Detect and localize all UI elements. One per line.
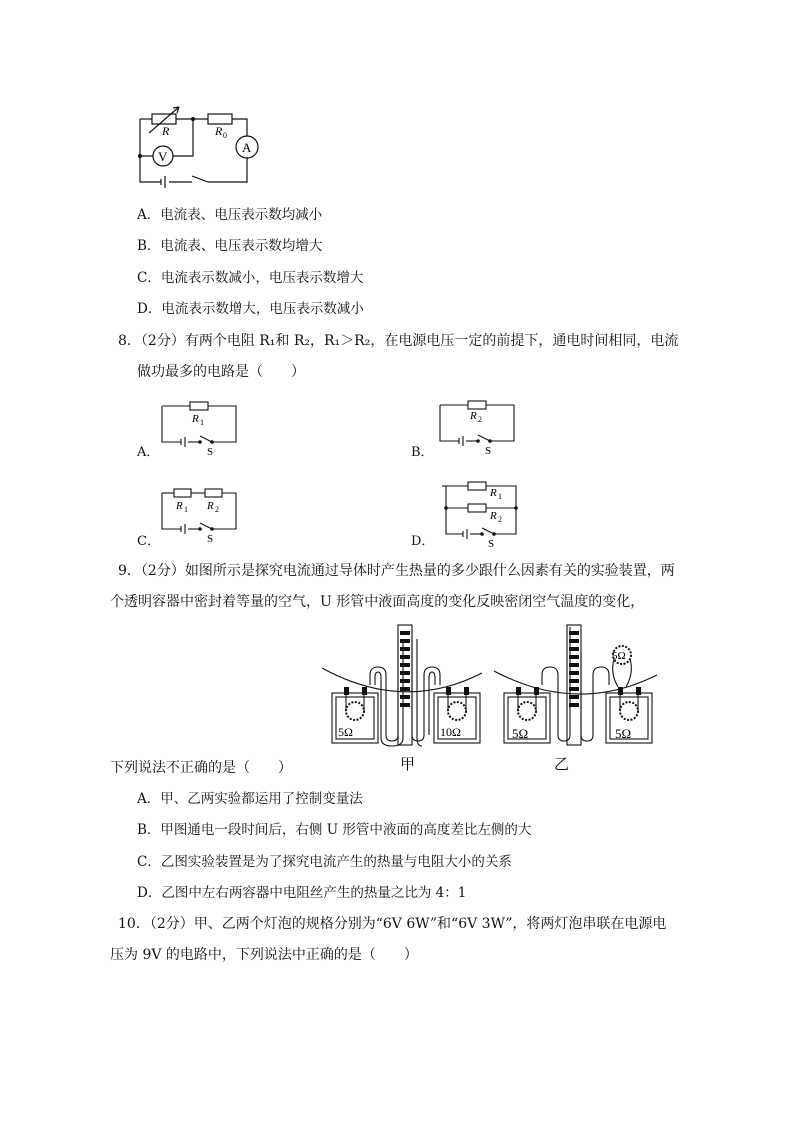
q9-label-jia: 甲	[400, 757, 416, 773]
q8-circuit-c	[160, 487, 240, 547]
q9-jia-right-resistance: 10Ω	[440, 725, 461, 739]
q8-option-a-label[interactable]: A．	[137, 445, 160, 460]
q8-circuit-b	[438, 399, 518, 459]
q8d-r2-label: R	[490, 510, 497, 522]
q8-option-d-label[interactable]: D．	[411, 534, 435, 549]
q8-circuit-d	[440, 480, 530, 550]
q7-option-a[interactable]: A．电流表、电压表示数均减小	[137, 207, 323, 223]
q8b-r-label: R	[470, 410, 477, 422]
q9-option-a[interactable]: A．甲、乙两实验都运用了控制变量法	[137, 791, 363, 807]
q8-circuit-a	[160, 400, 240, 460]
q9-yi-right-resistance: 5Ω	[615, 726, 632, 741]
q8a-switch-label: S	[207, 446, 214, 458]
q9-apparatus-figure	[322, 623, 662, 773]
q8c-r1-label: R	[176, 500, 183, 512]
q8b-r-sub: 2	[478, 415, 482, 424]
q8d-r1-sub: 1	[498, 492, 502, 501]
q8b-switch-label: S	[485, 445, 492, 457]
q7-circuit-diagram	[135, 104, 265, 184]
q8d-switch-label: S	[488, 538, 495, 550]
q9-stem-line3: 下列说法不正确的是（ ）	[110, 760, 292, 776]
q7-voltmeter-label: V	[158, 149, 168, 164]
q7-r0-label: R	[215, 124, 223, 138]
q9-label-yi: 乙	[554, 757, 570, 773]
q8-option-c-label[interactable]: C．	[137, 534, 160, 549]
q8c-r1-sub: 1	[184, 505, 188, 514]
q9-option-c[interactable]: C．乙图实验装置是为了探究电流产生的热量与电阻大小的关系	[137, 854, 512, 870]
q8-stem-line1: 8．（2分）有两个电阻 R₁和 R₂，R₁＞R₂，在电源电压一定的前提下，通电时间相同，电流	[118, 333, 679, 349]
q8a-r-sub: 1	[200, 418, 204, 427]
q7-option-b[interactable]: B．电流表、电压表示数均增大	[137, 238, 323, 254]
q7-r-label: R	[162, 124, 170, 138]
q9-jia-left-resistance: 5Ω	[338, 725, 353, 739]
q9-stem-line2: 个透明容器中密封着等量的空气，U 形管中液面高度的变化反映密闭空气温度的变化，	[110, 594, 645, 610]
q9-stem-line1: 9．（2分）如图所示是探究电流通过导体时产生热量的多少跟什么因素有关的实验装置，两	[118, 563, 675, 579]
q8d-r2-sub: 2	[498, 515, 502, 524]
q7-option-d[interactable]: D．电流表示数增大，电压表示数减小	[137, 301, 364, 317]
q7-option-c[interactable]: C．电流表示数减小，电压表示数增大	[137, 270, 364, 286]
q8d-r1-label: R	[490, 487, 497, 499]
q7-r0-subscript: 0	[223, 131, 227, 140]
q8c-switch-label: S	[207, 533, 214, 545]
q9-option-d[interactable]: D．乙图中左右两容器中电阻丝产生的热量之比为 4：1	[137, 885, 467, 901]
q7-ammeter-label: A	[242, 140, 252, 155]
q8c-r2-sub: 2	[215, 505, 219, 514]
q8c-r2-label: R	[207, 500, 214, 512]
q8-option-b-label[interactable]: B．	[411, 445, 434, 460]
q10-stem-line1: 10．（2分）甲、乙两个灯泡的规格分别为“6V 6W”和“6V 3W”，将两灯泡串联在电源电	[118, 916, 667, 932]
q9-option-b[interactable]: B．甲图通电一段时间后，右侧 U 形管中液面的高度差比左侧的大	[137, 822, 532, 838]
q9-yi-external-resistance: 5Ω	[612, 650, 626, 662]
q9-yi-left-resistance: 5Ω	[512, 726, 529, 741]
q8a-r-label: R	[192, 413, 199, 425]
q8-stem-line2: 做功最多的电路是（ ）	[137, 364, 305, 380]
q10-stem-line2: 压为 9V 的电路中，下列说法中正确的是（ ）	[110, 947, 418, 963]
